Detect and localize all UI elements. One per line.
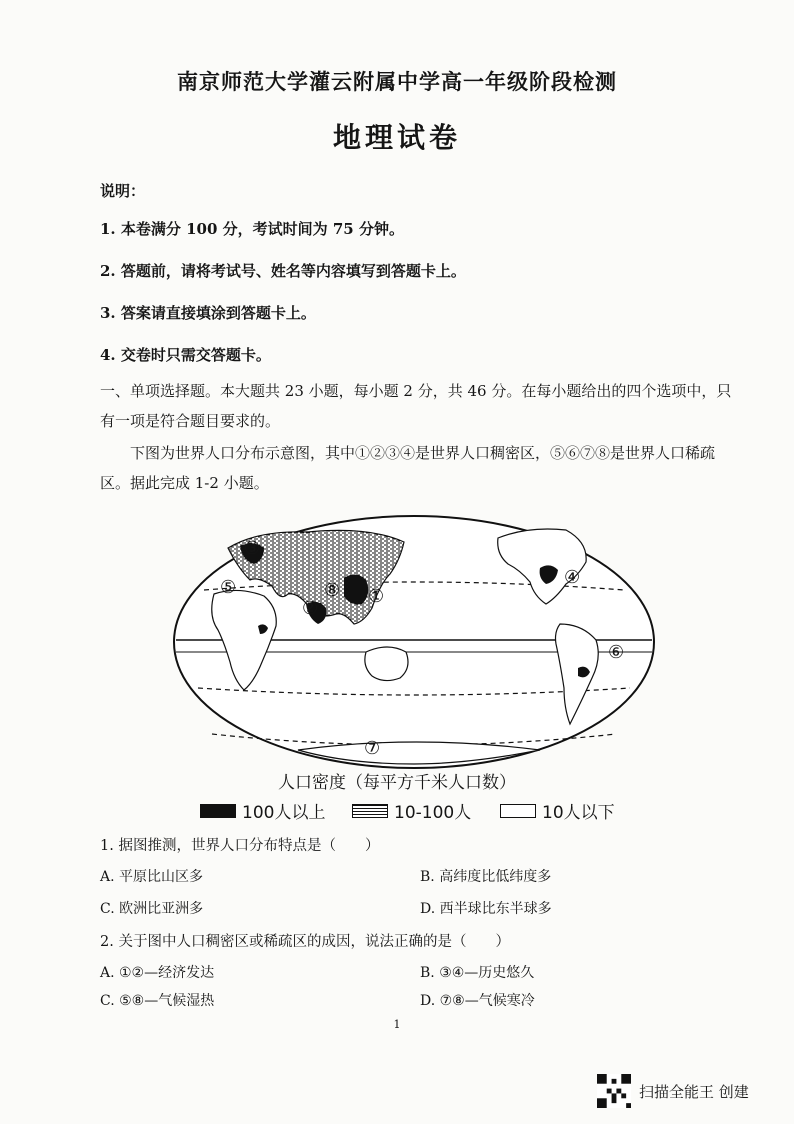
legend-item-sparse	[500, 798, 615, 823]
instruction-item: 2. 答题前，请将考试号、姓名等内容填写到答题卡上。	[100, 262, 466, 280]
exam-school-title: 南京师范大学灌云附属中学高一年级阶段检测	[177, 69, 617, 94]
page-number: 1	[393, 1018, 401, 1031]
legend-item-dense	[200, 798, 325, 823]
instructions-heading: 说明：	[100, 182, 146, 200]
question-2-option-b: B. ③④—历史悠久	[420, 965, 535, 981]
question-1-option-b: B. 高纬度比低纬度多	[420, 869, 552, 885]
legend-title: 人口密度（每平方千米人口数）	[278, 773, 516, 793]
dense-swatch-icon	[200, 804, 236, 818]
instruction-item: 3. 答案请直接填涂到答题卡上。	[100, 304, 316, 322]
legend-item-medium	[352, 798, 471, 823]
marker-3: ③	[244, 538, 261, 559]
marker-1: ①	[368, 586, 385, 607]
hatched-swatch-icon	[352, 804, 388, 818]
east-asia-dense-area	[344, 574, 368, 604]
scanner-watermark	[597, 1074, 749, 1108]
exam-subject-title: 地理试卷	[332, 121, 461, 154]
question-2-option-d: D. ⑦⑧—气候寒冷	[420, 993, 535, 1009]
map-svg	[168, 512, 660, 772]
question-1-option-c: C. 欧洲比亚洲多	[100, 901, 204, 917]
qr-code-icon	[597, 1074, 631, 1108]
instruction-item: 1. 本卷满分 100 分，考试时间为 75 分钟。	[100, 220, 404, 238]
legend-label: 10人以下	[542, 803, 615, 823]
marker-7: ⑦	[364, 738, 381, 759]
question-1-stem: 1. 据图推测，世界人口分布特点是（ ）	[100, 838, 380, 854]
instruction-item: 4. 交卷时只需交答题卡。	[100, 346, 271, 364]
section-intro: 一、单项选择题。本大题共 23 小题，每小题 2 分，共 46 分。在每小题给出的四个选项中，只有一项是符合题目要求的。	[100, 382, 732, 430]
question-1-option-a: A. 平原比山区多	[100, 869, 204, 885]
marker-5: ⑤	[220, 577, 237, 598]
world-population-map	[168, 512, 660, 772]
question-2-stem: 2. 关于图中人口稠密区或稀疏区的成因，说法正确的是（ ）	[100, 934, 510, 950]
empty-swatch-icon	[500, 804, 536, 818]
question-stem-shared: 下图为世界人口分布示意图，其中①②③④是世界人口稠密区，⑤⑥⑦⑧是世界人口稀疏区。据此完成 1-2 小题。	[100, 444, 716, 492]
question-2-option-a: A. ①②—经济发达	[100, 965, 215, 981]
marker-4: ④	[564, 567, 581, 588]
legend-label: 10-100人	[394, 803, 472, 823]
legend-label: 100人以上	[242, 803, 326, 823]
scanner-watermark-label: 扫描全能王 创建	[639, 1082, 749, 1101]
marker-6: ⑥	[608, 642, 625, 663]
marker-2: ②	[302, 598, 319, 619]
australia-shape	[365, 647, 408, 681]
question-1-option-d: D. 西半球比东半球多	[420, 901, 552, 917]
marker-8: ⑧	[324, 580, 341, 601]
question-2-option-c: C. ⑤⑧—气候湿热	[100, 993, 215, 1009]
